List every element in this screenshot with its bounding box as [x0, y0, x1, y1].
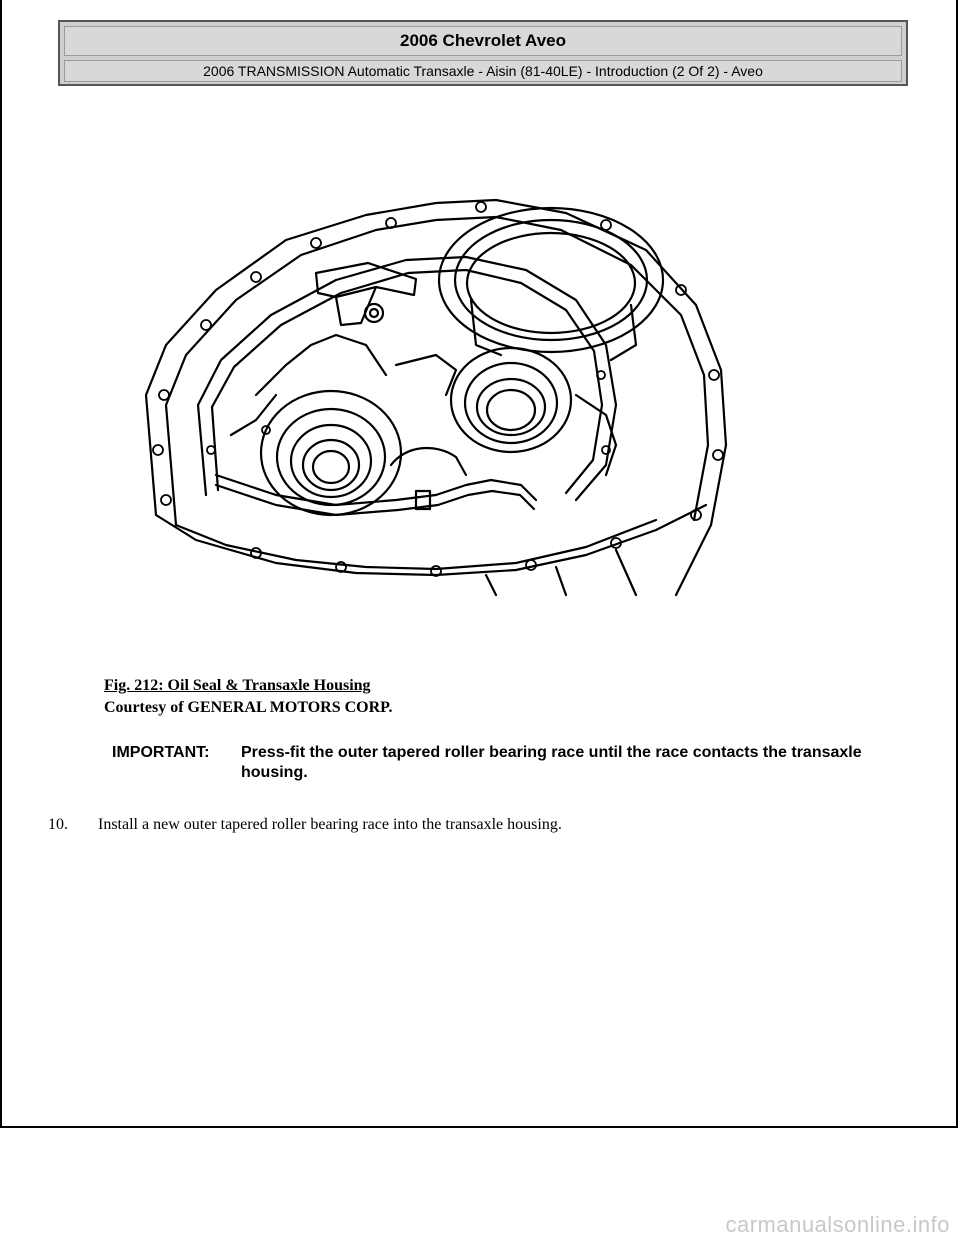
figure-credit: Courtesy of GENERAL MOTORS CORP. — [104, 699, 393, 716]
document-title: 2006 Chevrolet Aveo — [64, 26, 902, 56]
figure-caption: Fig. 212: Oil Seal & Transaxle Housing — [104, 677, 371, 694]
document-subtitle: 2006 TRANSMISSION Automatic Transaxle - Aisin (81-40LE) - Introduction (2 Of 2) - Aveo — [64, 60, 902, 82]
important-text: Press-fit the outer tapered roller bearing race until the race contacts the transaxle housing. — [241, 744, 862, 781]
step-text: Install a new outer tapered roller bearing race into the transaxle housing. — [98, 816, 562, 833]
document-header — [58, 20, 908, 86]
procedure-step — [48, 815, 562, 835]
important-label: IMPORTANT: — [112, 744, 210, 761]
transaxle-housing-illustration — [136, 195, 736, 600]
step-number: 10. — [48, 816, 68, 833]
watermark: carmanualsonline.info — [725, 1212, 950, 1237]
